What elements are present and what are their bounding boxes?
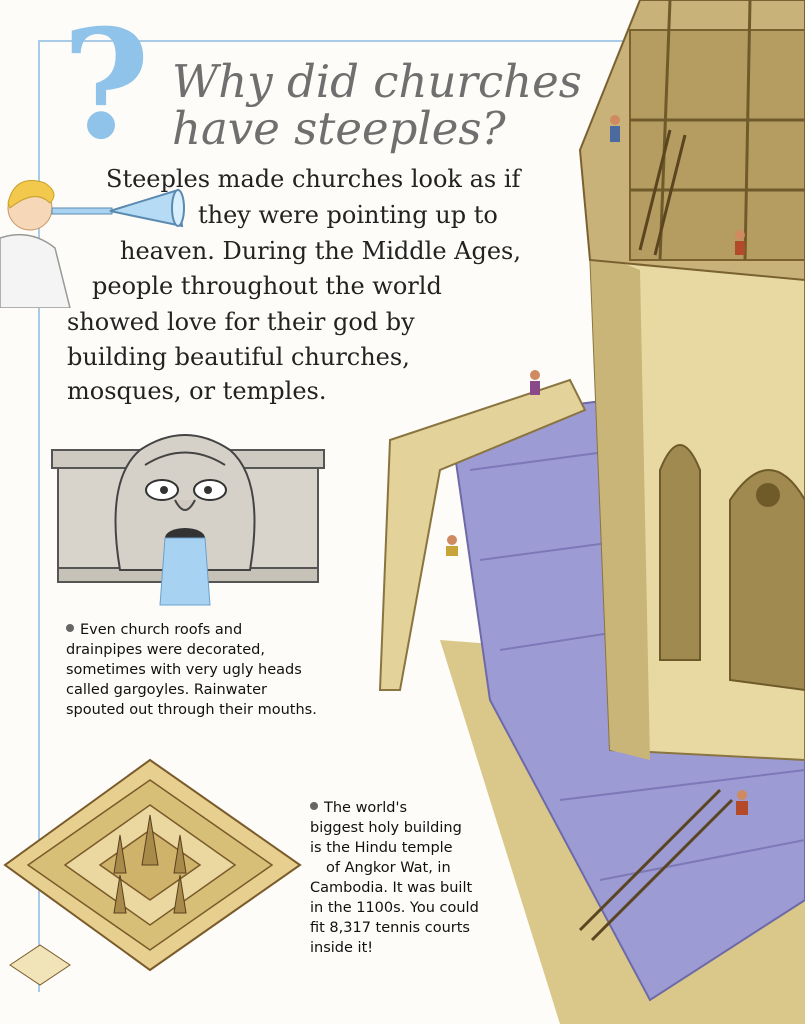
page-title [172,55,582,155]
intro-line-5: showed love for their god by [67,308,415,336]
intro-line-1: Steeples made churches look as if [106,165,521,193]
intro-line-7: mosques, or temples. [67,377,327,405]
bullet-icon [66,624,74,632]
intro-line-4: people throughout the world [92,272,442,300]
question-mark-icon: ? [62,0,150,173]
intro-line-3: heaven. During the Middle Ages, [120,237,522,265]
angkor-caption: The world's biggest holy building is the Hindu temple of Angkor Wat, in Cambodia. It was built in the 1100s. You could fit 8,317 tennis courts inside it! [310,800,479,956]
bullet-icon [310,802,318,810]
intro-line-2: they were pointing up to [198,201,498,229]
title-line-2: have steeples? [172,102,506,155]
gargoyle-illustration [50,420,325,610]
title-line-1: Why did churches [172,55,582,108]
angkor-wat-illustration [0,755,305,1005]
gargoyle-caption: Even church roofs and drainpipes were decorated, sometimes with very ugly heads called gargoyles. Rainwater spouted out through their mouths. [66,622,317,718]
intro-line-6: building beautiful churches, [67,343,410,371]
